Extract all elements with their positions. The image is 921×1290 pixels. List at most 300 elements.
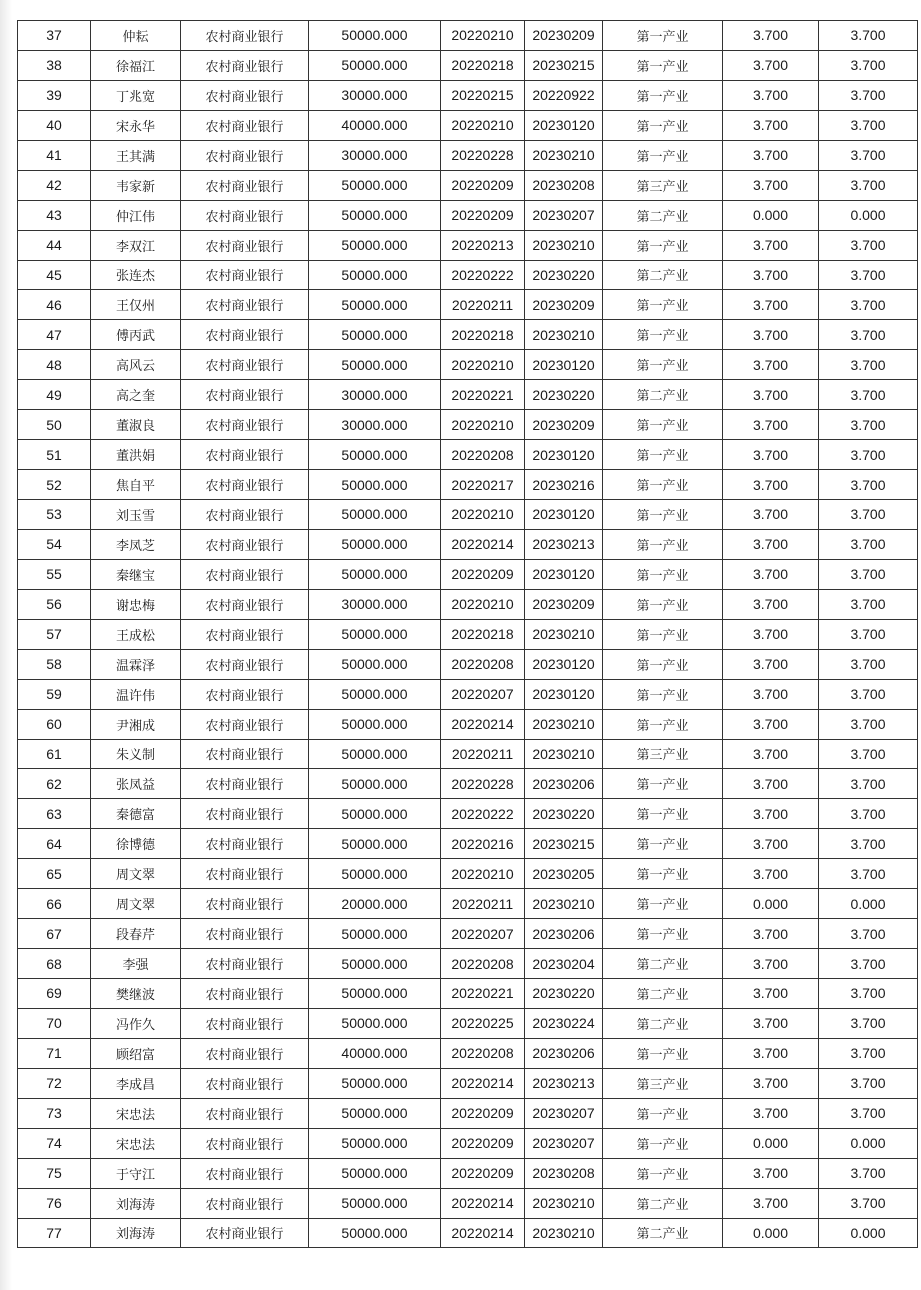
table-row [18, 1188, 918, 1218]
table-row [18, 589, 918, 619]
table-row [18, 679, 918, 709]
end-date-cell: 20230210 [525, 709, 603, 739]
loan-amount-cell: 50000.000 [309, 709, 441, 739]
industry-sector-cell: 第一产业 [603, 350, 723, 380]
row-number-cell: 62 [18, 769, 91, 799]
row-number-cell: 59 [18, 679, 91, 709]
lender-bank-cell: 农村商业银行 [181, 919, 309, 949]
interest-rate-cell: 3.700 [723, 1158, 819, 1188]
loan-amount-cell: 50000.000 [309, 1188, 441, 1218]
lender-bank-cell: 农村商业银行 [181, 410, 309, 440]
start-date-cell: 20220210 [441, 350, 525, 380]
borrower-name-cell: 于守江 [91, 1158, 181, 1188]
end-date-cell: 20230210 [525, 1218, 603, 1248]
start-date-cell: 20220214 [441, 529, 525, 559]
end-date-cell: 20230208 [525, 170, 603, 200]
loan-amount-cell: 50000.000 [309, 829, 441, 859]
interest-rate-cell: 3.700 [723, 350, 819, 380]
interest-rate-cell: 3.700 [723, 949, 819, 979]
industry-sector-cell: 第二产业 [603, 979, 723, 1009]
lender-bank-cell: 农村商业银行 [181, 649, 309, 679]
start-date-cell: 20220208 [441, 649, 525, 679]
subsidy-rate-cell: 3.700 [819, 230, 918, 260]
interest-rate-cell: 3.700 [723, 769, 819, 799]
lender-bank-cell: 农村商业银行 [181, 679, 309, 709]
subsidy-rate-cell: 3.700 [819, 769, 918, 799]
lender-bank-cell: 农村商业银行 [181, 1128, 309, 1158]
lender-bank-cell: 农村商业银行 [181, 500, 309, 530]
interest-rate-cell: 3.700 [723, 440, 819, 470]
lender-bank-cell: 农村商业银行 [181, 799, 309, 829]
borrower-name-cell: 李凤芝 [91, 529, 181, 559]
industry-sector-cell: 第一产业 [603, 470, 723, 500]
start-date-cell: 20220209 [441, 1098, 525, 1128]
loan-amount-cell: 30000.000 [309, 589, 441, 619]
borrower-name-cell: 秦德富 [91, 799, 181, 829]
subsidy-rate-cell: 3.700 [819, 949, 918, 979]
row-number-cell: 67 [18, 919, 91, 949]
industry-sector-cell: 第一产业 [603, 829, 723, 859]
borrower-name-cell: 宋永华 [91, 110, 181, 140]
industry-sector-cell: 第二产业 [603, 949, 723, 979]
row-number-cell: 49 [18, 380, 91, 410]
borrower-name-cell: 王仅州 [91, 290, 181, 320]
loan-amount-cell: 50000.000 [309, 919, 441, 949]
industry-sector-cell: 第一产业 [603, 110, 723, 140]
table-row [18, 50, 918, 80]
table-row [18, 559, 918, 589]
table-row [18, 80, 918, 110]
lender-bank-cell: 农村商业银行 [181, 949, 309, 979]
table-row [18, 320, 918, 350]
interest-rate-cell: 3.700 [723, 380, 819, 410]
borrower-name-cell: 刘海涛 [91, 1218, 181, 1248]
start-date-cell: 20220207 [441, 679, 525, 709]
interest-rate-cell: 3.700 [723, 80, 819, 110]
table-row [18, 739, 918, 769]
subsidy-rate-cell: 3.700 [819, 709, 918, 739]
industry-sector-cell: 第三产业 [603, 170, 723, 200]
loan-amount-cell: 50000.000 [309, 1128, 441, 1158]
lender-bank-cell: 农村商业银行 [181, 1218, 309, 1248]
subsidy-rate-cell: 3.700 [819, 559, 918, 589]
loan-amount-cell: 50000.000 [309, 500, 441, 530]
start-date-cell: 20220209 [441, 200, 525, 230]
end-date-cell: 20230210 [525, 230, 603, 260]
row-number-cell: 70 [18, 1008, 91, 1038]
borrower-name-cell: 董洪娟 [91, 440, 181, 470]
interest-rate-cell: 3.700 [723, 1008, 819, 1038]
row-number-cell: 56 [18, 589, 91, 619]
table-row [18, 529, 918, 559]
start-date-cell: 20220208 [441, 949, 525, 979]
loan-amount-cell: 50000.000 [309, 649, 441, 679]
industry-sector-cell: 第三产业 [603, 1068, 723, 1098]
borrower-name-cell: 傅丙武 [91, 320, 181, 350]
borrower-name-cell: 丁兆宽 [91, 80, 181, 110]
interest-rate-cell: 3.700 [723, 919, 819, 949]
end-date-cell: 20230206 [525, 1038, 603, 1068]
subsidy-rate-cell: 0.000 [819, 1128, 918, 1158]
subsidy-rate-cell: 3.700 [819, 619, 918, 649]
scan-shadow-edge [0, 0, 12, 1290]
end-date-cell: 20230209 [525, 410, 603, 440]
subsidy-rate-cell: 3.700 [819, 410, 918, 440]
borrower-name-cell: 李双江 [91, 230, 181, 260]
industry-sector-cell: 第一产业 [603, 529, 723, 559]
interest-rate-cell: 3.700 [723, 230, 819, 260]
loan-amount-cell: 50000.000 [309, 170, 441, 200]
interest-rate-cell: 3.700 [723, 1038, 819, 1068]
lender-bank-cell: 农村商业银行 [181, 1188, 309, 1218]
industry-sector-cell: 第一产业 [603, 769, 723, 799]
borrower-name-cell: 焦自平 [91, 470, 181, 500]
table-row [18, 200, 918, 230]
borrower-name-cell: 张凤益 [91, 769, 181, 799]
loan-amount-cell: 50000.000 [309, 859, 441, 889]
row-number-cell: 46 [18, 290, 91, 320]
loan-amount-cell: 50000.000 [309, 290, 441, 320]
start-date-cell: 20220210 [441, 110, 525, 140]
subsidy-rate-cell: 3.700 [819, 1188, 918, 1218]
table-row [18, 410, 918, 440]
row-number-cell: 61 [18, 739, 91, 769]
subsidy-rate-cell: 3.700 [819, 859, 918, 889]
table-row [18, 380, 918, 410]
start-date-cell: 20220218 [441, 320, 525, 350]
interest-rate-cell: 3.700 [723, 110, 819, 140]
row-number-cell: 52 [18, 470, 91, 500]
start-date-cell: 20220225 [441, 1008, 525, 1038]
interest-rate-cell: 3.700 [723, 470, 819, 500]
start-date-cell: 20220221 [441, 380, 525, 410]
loan-table [17, 20, 918, 1248]
subsidy-rate-cell: 3.700 [819, 320, 918, 350]
start-date-cell: 20220210 [441, 21, 525, 51]
table-row [18, 440, 918, 470]
borrower-name-cell: 顾绍富 [91, 1038, 181, 1068]
loan-amount-cell: 30000.000 [309, 380, 441, 410]
subsidy-rate-cell: 3.700 [819, 140, 918, 170]
subsidy-rate-cell: 3.700 [819, 470, 918, 500]
subsidy-rate-cell: 3.700 [819, 1068, 918, 1098]
loan-amount-cell: 50000.000 [309, 1218, 441, 1248]
interest-rate-cell: 3.700 [723, 589, 819, 619]
borrower-name-cell: 张连杰 [91, 260, 181, 290]
loan-amount-cell: 50000.000 [309, 979, 441, 1009]
loan-amount-cell: 30000.000 [309, 410, 441, 440]
subsidy-rate-cell: 3.700 [819, 1098, 918, 1128]
industry-sector-cell: 第一产业 [603, 410, 723, 440]
lender-bank-cell: 农村商业银行 [181, 979, 309, 1009]
table-row [18, 140, 918, 170]
subsidy-rate-cell: 3.700 [819, 440, 918, 470]
borrower-name-cell: 韦家新 [91, 170, 181, 200]
interest-rate-cell: 3.700 [723, 320, 819, 350]
start-date-cell: 20220208 [441, 1038, 525, 1068]
interest-rate-cell: 0.000 [723, 1128, 819, 1158]
loan-amount-cell: 50000.000 [309, 529, 441, 559]
end-date-cell: 20230220 [525, 380, 603, 410]
interest-rate-cell: 3.700 [723, 1188, 819, 1218]
end-date-cell: 20230210 [525, 320, 603, 350]
table-row [18, 290, 918, 320]
lender-bank-cell: 农村商业银行 [181, 140, 309, 170]
industry-sector-cell: 第二产业 [603, 380, 723, 410]
start-date-cell: 20220218 [441, 619, 525, 649]
lender-bank-cell: 农村商业银行 [181, 769, 309, 799]
interest-rate-cell: 0.000 [723, 1218, 819, 1248]
table-row [18, 110, 918, 140]
lender-bank-cell: 农村商业银行 [181, 200, 309, 230]
subsidy-rate-cell: 3.700 [819, 649, 918, 679]
borrower-name-cell: 仲耘 [91, 21, 181, 51]
loan-amount-cell: 50000.000 [309, 470, 441, 500]
industry-sector-cell: 第二产业 [603, 200, 723, 230]
lender-bank-cell: 农村商业银行 [181, 21, 309, 51]
industry-sector-cell: 第一产业 [603, 1128, 723, 1158]
start-date-cell: 20220217 [441, 470, 525, 500]
subsidy-rate-cell: 3.700 [819, 110, 918, 140]
interest-rate-cell: 3.700 [723, 529, 819, 559]
borrower-name-cell: 段春芹 [91, 919, 181, 949]
loan-amount-cell: 50000.000 [309, 799, 441, 829]
table-row [18, 170, 918, 200]
loan-amount-cell: 30000.000 [309, 140, 441, 170]
industry-sector-cell: 第一产业 [603, 649, 723, 679]
borrower-name-cell: 刘玉雪 [91, 500, 181, 530]
row-number-cell: 54 [18, 529, 91, 559]
start-date-cell: 20220210 [441, 410, 525, 440]
row-number-cell: 71 [18, 1038, 91, 1068]
start-date-cell: 20220210 [441, 859, 525, 889]
industry-sector-cell: 第一产业 [603, 500, 723, 530]
start-date-cell: 20220209 [441, 559, 525, 589]
subsidy-rate-cell: 3.700 [819, 1008, 918, 1038]
loan-amount-cell: 50000.000 [309, 230, 441, 260]
subsidy-rate-cell: 3.700 [819, 1038, 918, 1068]
end-date-cell: 20230210 [525, 1188, 603, 1218]
lender-bank-cell: 农村商业银行 [181, 320, 309, 350]
subsidy-rate-cell: 3.700 [819, 350, 918, 380]
start-date-cell: 20220215 [441, 80, 525, 110]
lender-bank-cell: 农村商业银行 [181, 380, 309, 410]
end-date-cell: 20230209 [525, 290, 603, 320]
industry-sector-cell: 第一产业 [603, 889, 723, 919]
lender-bank-cell: 农村商业银行 [181, 559, 309, 589]
table-row [18, 1068, 918, 1098]
lender-bank-cell: 农村商业银行 [181, 859, 309, 889]
end-date-cell: 20230120 [525, 649, 603, 679]
industry-sector-cell: 第一产业 [603, 709, 723, 739]
loan-amount-cell: 40000.000 [309, 1038, 441, 1068]
borrower-name-cell: 周文翠 [91, 889, 181, 919]
end-date-cell: 20230210 [525, 619, 603, 649]
loan-amount-cell: 50000.000 [309, 1008, 441, 1038]
interest-rate-cell: 3.700 [723, 140, 819, 170]
borrower-name-cell: 温霖泽 [91, 649, 181, 679]
end-date-cell: 20230224 [525, 1008, 603, 1038]
row-number-cell: 66 [18, 889, 91, 919]
subsidy-rate-cell: 3.700 [819, 170, 918, 200]
row-number-cell: 73 [18, 1098, 91, 1128]
end-date-cell: 20230208 [525, 1158, 603, 1188]
end-date-cell: 20230209 [525, 21, 603, 51]
borrower-name-cell: 王其满 [91, 140, 181, 170]
loan-amount-cell: 50000.000 [309, 619, 441, 649]
loan-amount-cell: 50000.000 [309, 949, 441, 979]
loan-amount-cell: 50000.000 [309, 1098, 441, 1128]
start-date-cell: 20220210 [441, 500, 525, 530]
subsidy-rate-cell: 3.700 [819, 679, 918, 709]
loan-amount-cell: 50000.000 [309, 1068, 441, 1098]
end-date-cell: 20230120 [525, 440, 603, 470]
subsidy-rate-cell: 3.700 [819, 290, 918, 320]
row-number-cell: 42 [18, 170, 91, 200]
interest-rate-cell: 3.700 [723, 679, 819, 709]
industry-sector-cell: 第二产业 [603, 1008, 723, 1038]
table-row [18, 979, 918, 1009]
lender-bank-cell: 农村商业银行 [181, 290, 309, 320]
borrower-name-cell: 周文翠 [91, 859, 181, 889]
interest-rate-cell: 3.700 [723, 799, 819, 829]
industry-sector-cell: 第一产业 [603, 919, 723, 949]
industry-sector-cell: 第一产业 [603, 619, 723, 649]
loan-amount-cell: 50000.000 [309, 320, 441, 350]
start-date-cell: 20220211 [441, 889, 525, 919]
table-row [18, 1038, 918, 1068]
lender-bank-cell: 农村商业银行 [181, 230, 309, 260]
row-number-cell: 43 [18, 200, 91, 230]
borrower-name-cell: 宋忠法 [91, 1098, 181, 1128]
start-date-cell: 20220209 [441, 170, 525, 200]
row-number-cell: 48 [18, 350, 91, 380]
table-row [18, 709, 918, 739]
subsidy-rate-cell: 0.000 [819, 889, 918, 919]
start-date-cell: 20220221 [441, 979, 525, 1009]
table-row [18, 799, 918, 829]
borrower-name-cell: 高之奎 [91, 380, 181, 410]
industry-sector-cell: 第一产业 [603, 1038, 723, 1068]
lender-bank-cell: 农村商业银行 [181, 80, 309, 110]
table-row [18, 1008, 918, 1038]
interest-rate-cell: 3.700 [723, 1068, 819, 1098]
start-date-cell: 20220209 [441, 1128, 525, 1158]
row-number-cell: 63 [18, 799, 91, 829]
industry-sector-cell: 第一产业 [603, 440, 723, 470]
interest-rate-cell: 3.700 [723, 709, 819, 739]
start-date-cell: 20220228 [441, 140, 525, 170]
end-date-cell: 20230220 [525, 979, 603, 1009]
interest-rate-cell: 0.000 [723, 200, 819, 230]
end-date-cell: 20230216 [525, 470, 603, 500]
subsidy-rate-cell: 3.700 [819, 589, 918, 619]
subsidy-rate-cell: 3.700 [819, 919, 918, 949]
lender-bank-cell: 农村商业银行 [181, 619, 309, 649]
row-number-cell: 68 [18, 949, 91, 979]
row-number-cell: 72 [18, 1068, 91, 1098]
start-date-cell: 20220208 [441, 440, 525, 470]
lender-bank-cell: 农村商业银行 [181, 350, 309, 380]
interest-rate-cell: 3.700 [723, 829, 819, 859]
interest-rate-cell: 3.700 [723, 979, 819, 1009]
row-number-cell: 60 [18, 709, 91, 739]
loan-amount-cell: 50000.000 [309, 200, 441, 230]
loan-amount-cell: 20000.000 [309, 889, 441, 919]
end-date-cell: 20220922 [525, 80, 603, 110]
table-row [18, 649, 918, 679]
loan-amount-cell: 50000.000 [309, 21, 441, 51]
borrower-name-cell: 徐博德 [91, 829, 181, 859]
table-row [18, 889, 918, 919]
industry-sector-cell: 第一产业 [603, 679, 723, 709]
borrower-name-cell: 刘海涛 [91, 1188, 181, 1218]
table-row [18, 1158, 918, 1188]
end-date-cell: 20230120 [525, 500, 603, 530]
borrower-name-cell: 董淑良 [91, 410, 181, 440]
start-date-cell: 20220218 [441, 50, 525, 80]
table-row [18, 1218, 918, 1248]
interest-rate-cell: 3.700 [723, 1098, 819, 1128]
row-number-cell: 47 [18, 320, 91, 350]
start-date-cell: 20220216 [441, 829, 525, 859]
subsidy-rate-cell: 3.700 [819, 829, 918, 859]
start-date-cell: 20220228 [441, 769, 525, 799]
end-date-cell: 20230213 [525, 529, 603, 559]
borrower-name-cell: 秦继宝 [91, 559, 181, 589]
loan-amount-cell: 40000.000 [309, 110, 441, 140]
interest-rate-cell: 3.700 [723, 410, 819, 440]
table-row [18, 260, 918, 290]
subsidy-rate-cell: 3.700 [819, 739, 918, 769]
industry-sector-cell: 第一产业 [603, 290, 723, 320]
interest-rate-cell: 3.700 [723, 739, 819, 769]
row-number-cell: 58 [18, 649, 91, 679]
loan-amount-cell: 50000.000 [309, 1158, 441, 1188]
lender-bank-cell: 农村商业银行 [181, 739, 309, 769]
industry-sector-cell: 第一产业 [603, 1098, 723, 1128]
row-number-cell: 75 [18, 1158, 91, 1188]
interest-rate-cell: 3.700 [723, 619, 819, 649]
lender-bank-cell: 农村商业银行 [181, 1008, 309, 1038]
interest-rate-cell: 3.700 [723, 21, 819, 51]
industry-sector-cell: 第一产业 [603, 230, 723, 260]
row-number-cell: 38 [18, 50, 91, 80]
lender-bank-cell: 农村商业银行 [181, 440, 309, 470]
subsidy-rate-cell: 0.000 [819, 200, 918, 230]
row-number-cell: 65 [18, 859, 91, 889]
borrower-name-cell: 朱义制 [91, 739, 181, 769]
start-date-cell: 20220207 [441, 919, 525, 949]
loan-amount-cell: 50000.000 [309, 559, 441, 589]
interest-rate-cell: 0.000 [723, 889, 819, 919]
row-number-cell: 53 [18, 500, 91, 530]
lender-bank-cell: 农村商业银行 [181, 1158, 309, 1188]
row-number-cell: 39 [18, 80, 91, 110]
start-date-cell: 20220210 [441, 589, 525, 619]
borrower-name-cell: 王成松 [91, 619, 181, 649]
end-date-cell: 20230210 [525, 739, 603, 769]
end-date-cell: 20230220 [525, 799, 603, 829]
row-number-cell: 64 [18, 829, 91, 859]
borrower-name-cell: 徐福江 [91, 50, 181, 80]
lender-bank-cell: 农村商业银行 [181, 470, 309, 500]
end-date-cell: 20230206 [525, 769, 603, 799]
interest-rate-cell: 3.700 [723, 649, 819, 679]
row-number-cell: 37 [18, 21, 91, 51]
end-date-cell: 20230120 [525, 679, 603, 709]
loan-amount-cell: 50000.000 [309, 769, 441, 799]
